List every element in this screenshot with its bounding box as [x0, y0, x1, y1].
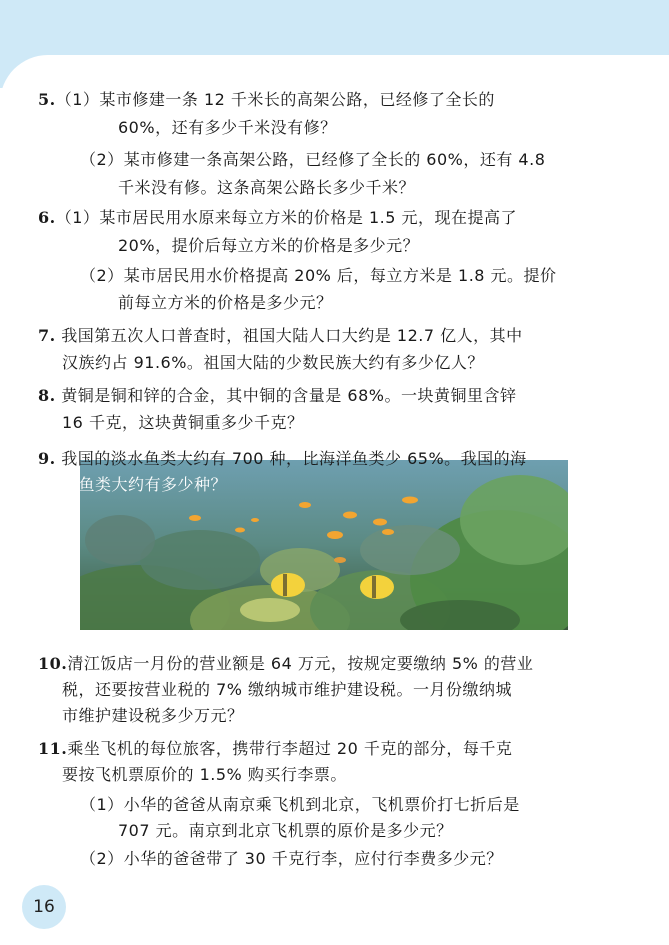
problem-10-line-1: [38, 653, 533, 675]
problem-11-sub-1-text-cont: 707 元。南京到北京飞机票的原价是多少元？: [118, 821, 453, 840]
problem-10-text-cont-1: 税，还要按营业税的 7% 缴纳城市维护建设税。一月份缴纳城: [62, 680, 513, 699]
problem-6-sub-1-label: （1）: [55, 208, 100, 227]
problem-8-line-1: [38, 385, 516, 407]
problem-10-text-cont-2: 市维护建设税多少万元？: [62, 706, 244, 725]
problem-6-sub-1-text-cont: 20%，提价后每立方米的价格是多少元？: [118, 236, 420, 255]
problem-11-line-1: [38, 738, 512, 760]
problem-11-text-cont: 要按飞机票原价的 1.5% 购买行李票。: [62, 765, 347, 784]
problem-5-number: 5.: [38, 90, 56, 109]
problem-9-line-1: [38, 448, 527, 470]
problem-5-sub-2-text-cont: 千米没有修。这条高架公路长多少千米？: [118, 178, 416, 197]
problem-6-number: 6.: [38, 208, 56, 227]
problem-5-sub-1-label: （1）: [55, 90, 100, 109]
problem-6-sub-1-text: 某市居民用水原来每立方米的价格是 1.5 元，现在提高了: [99, 208, 518, 227]
problem-7-text: 我国第五次人口普查时，祖国大陆人口大约是 12.7 亿人，其中: [61, 326, 523, 345]
problem-5-sub-1-text: 某市修建一条 12 千米长的高架公路，已经修了全长的: [99, 90, 495, 109]
problem-11-line-3: [80, 794, 520, 816]
problem-5-sub-2-text: 某市修建一条高架公路，已经修了全长的 60%，还有 4.8: [123, 150, 546, 169]
problem-11-number: 11.: [38, 739, 68, 758]
problem-6-line-1: [38, 207, 517, 229]
problem-9-text-cont: 洋鱼类大约有多少种？: [62, 475, 228, 494]
problem-8-text: 黄铜是铜和锌的合金，其中铜的含量是 68%。一块黄铜里含锌: [61, 386, 517, 405]
problem-5-sub-1-text-cont: 60%，还有多少千米没有修？: [118, 118, 337, 137]
problem-6-sub-2-text: 某市居民用水价格提高 20% 后，每立方米是 1.8 元。提价: [123, 266, 557, 285]
problem-6-line-3: [80, 265, 557, 287]
problem-10-text: 清江饭店一月份的营业额是 64 万元，按规定要缴纳 5% 的营业: [67, 654, 534, 673]
problem-5-line-1: [38, 89, 495, 111]
problem-11-text: 乘坐飞机的每位旅客，携带行李超过 20 千克的部分，每千克: [67, 739, 513, 758]
problem-10-number: 10.: [38, 654, 68, 673]
problem-11-sub-1-label: （1）: [80, 795, 124, 814]
page-number: 16: [22, 885, 66, 929]
problem-11-sub-1-text: 小华的爸爸从南京乘飞机到北京，飞机票价打七折后是: [123, 795, 520, 814]
problem-11-line-5: [80, 848, 503, 870]
problem-6-sub-2-label: （2）: [80, 266, 124, 285]
problem-8-number: 8.: [38, 386, 56, 405]
problem-7-number: 7.: [38, 326, 56, 345]
problem-9-text: 我国的淡水鱼类大约有 700 种，比海洋鱼类少 65%。我国的海: [61, 449, 527, 468]
problem-11-sub-2-text: 小华的爸爸带了 30 千克行李，应付行李费多少元？: [123, 849, 503, 868]
problem-11-sub-2-label: （2）: [80, 849, 124, 868]
problem-6-sub-2-text-cont: 前每立方米的价格是多少元？: [118, 293, 333, 312]
problem-5-line-3: [80, 149, 545, 171]
problem-8-text-cont: 16 千克，这块黄铜重多少千克？: [62, 413, 304, 432]
problem-7-text-cont: 汉族约占 91.6%。祖国大陆的少数民族大约有多少亿人？: [62, 353, 484, 372]
problem-9-number: 9.: [38, 449, 56, 468]
problem-7-line-1: [38, 325, 523, 347]
problem-5-sub-2-label: （2）: [80, 150, 124, 169]
